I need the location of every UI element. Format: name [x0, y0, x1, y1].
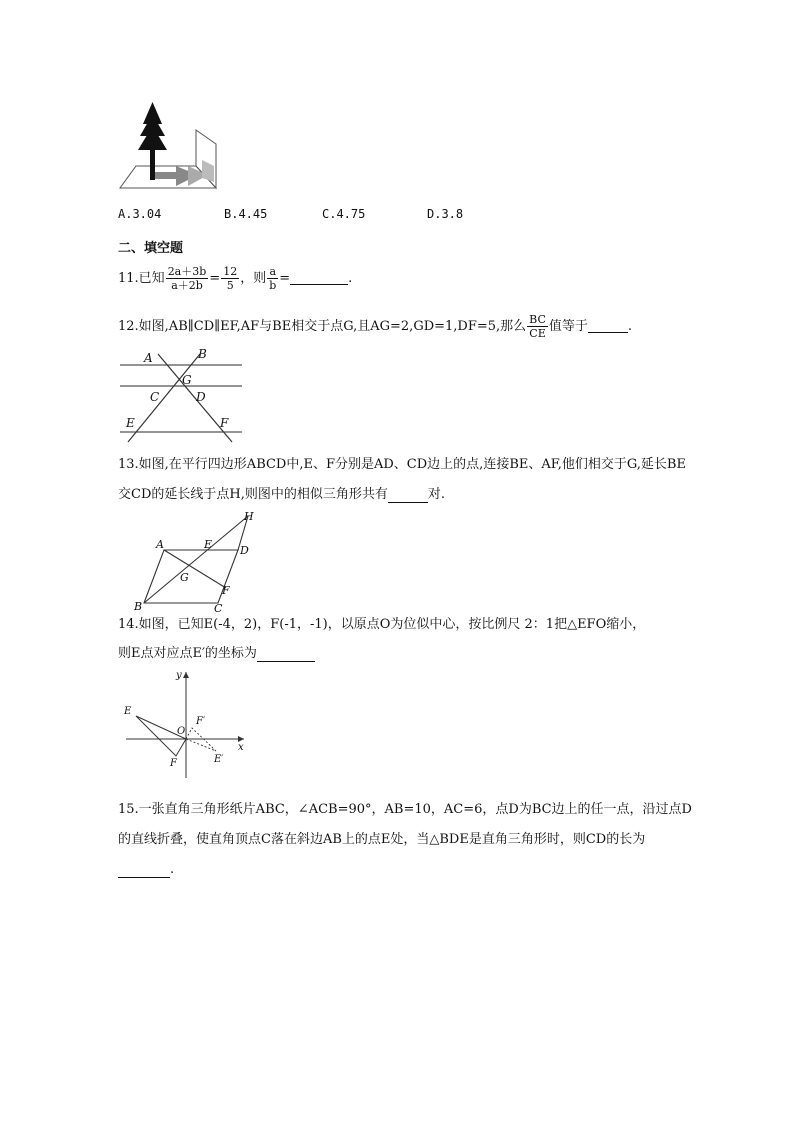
q12-text-2: 值等于	[548, 318, 588, 334]
question-11	[118, 266, 352, 291]
q12-frac-denominator: CE	[529, 327, 546, 340]
q11-fraction-1	[166, 266, 209, 291]
q14-label-f-prime: F′	[196, 716, 206, 727]
q11-frac3-numerator: a	[269, 265, 277, 278]
q11-equals: =	[209, 270, 221, 286]
option-a: A.3.04	[118, 207, 162, 221]
question-13-line-1: 13.如图,在平行四边形ABCD中,E、F分别是AD、CD边上的点,连接BE、AF,他们相交于G,延长BE	[118, 457, 686, 472]
q12-label-g: G	[182, 373, 192, 387]
q11-frac1-numerator: 2a＋3b	[167, 265, 207, 278]
q12-parallel-lines-figure	[118, 344, 248, 444]
q14-label-y: y	[176, 670, 182, 681]
q11-frac2-denominator: 5	[226, 279, 234, 292]
option-c: C.4.75	[322, 207, 366, 221]
q13-text-a: 交CD的延长线于点H,则图中的相似三角形共有	[118, 487, 388, 502]
q11-frac3-denominator: b	[269, 279, 277, 292]
q13-label-a: A	[156, 538, 164, 551]
q12-label-f: F	[220, 416, 229, 430]
q14-label-o: O	[177, 726, 186, 737]
q12-label-b: B	[198, 347, 207, 361]
question-15-line-3	[118, 862, 174, 878]
q12-label-c: C	[150, 390, 160, 404]
question-13-line-2	[118, 487, 445, 503]
question-14-line-2	[118, 646, 315, 662]
q11-equals-2: =	[279, 270, 291, 286]
q15-answer-blank[interactable]	[118, 865, 170, 878]
q13-text-b: 对.	[427, 487, 445, 502]
q11-fraction-3	[267, 266, 278, 291]
q12-label-d: D	[196, 390, 206, 404]
q12-answer-blank[interactable]	[588, 320, 628, 333]
q12-label-a: A	[144, 351, 153, 365]
question-14-line-1: 14.如图，已知E(-4，2)，F(-1，-1)，以原点O为位似中心，按比例尺 2：1把△EFO缩小，	[118, 617, 646, 632]
tree-shadow-figure	[118, 100, 222, 192]
q14-answer-blank[interactable]	[257, 649, 315, 662]
q13-label-b: B	[134, 600, 143, 613]
q11-answer-blank[interactable]	[290, 272, 348, 285]
q13-label-f: F	[222, 584, 230, 597]
option-b: B.4.45	[224, 207, 268, 221]
q14-label-e-prime: E′	[214, 754, 224, 765]
q14-coordinate-figure	[118, 666, 252, 782]
q13-answer-blank[interactable]	[388, 490, 428, 503]
q14-label-e: E	[124, 706, 132, 717]
q13-label-h: H	[244, 510, 254, 523]
q13-label-g: G	[180, 571, 189, 584]
question-12	[118, 314, 632, 339]
q11-frac2-numerator: 12	[223, 265, 238, 278]
q12-text: 12.如图,AB∥CD∥EF,AF与BE相交于点G,且AG=2,GD=1,DF=5,那么	[118, 318, 527, 334]
question-15-line-1: 15.一张直角三角形纸片ABC，∠ACB=90°，AB=10，AC=6，点D为BC边上的任一点，沿过点D	[118, 802, 692, 817]
q12-end: .	[627, 318, 633, 334]
q13-label-d: D	[240, 544, 249, 557]
q11-prefix: 11.已知	[118, 270, 165, 286]
q12-fraction	[527, 314, 548, 339]
q12-label-e: E	[126, 416, 135, 430]
q13-label-e: E	[204, 538, 213, 551]
q15-end: .	[170, 862, 175, 877]
q11-end: .	[348, 270, 353, 286]
q14-label-f: F	[170, 758, 177, 769]
q12-frac-numerator: BC	[529, 313, 546, 326]
q13-parallelogram-figure	[130, 508, 260, 616]
q11-fraction-2	[221, 266, 239, 291]
option-d: D.3.8	[427, 207, 464, 221]
q14-label-x: x	[238, 742, 244, 753]
q11-then: ，则	[240, 270, 267, 286]
q14-text: 则E点对应点E′的坐标为	[118, 646, 257, 661]
q11-frac1-denominator: a＋2b	[171, 279, 203, 292]
section-heading: 二、填空题	[118, 241, 184, 256]
question-15-line-2: 的直线折叠，使直角顶点C落在斜边AB上的点E处，当△BDE是直角三角形时，则CD的长为	[118, 832, 646, 847]
q13-label-c: C	[214, 602, 223, 615]
